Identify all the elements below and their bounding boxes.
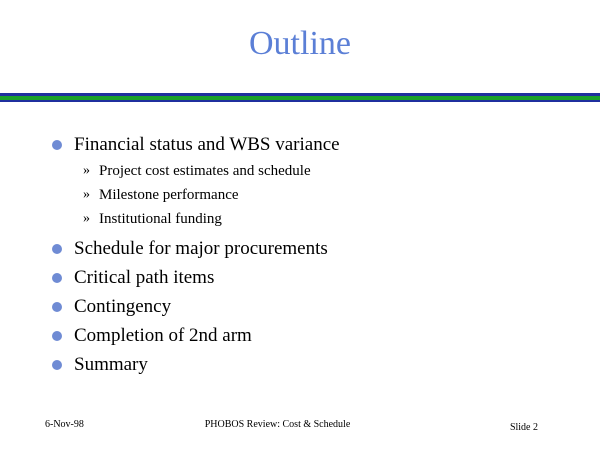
financial-subitems bbox=[50, 159, 580, 234]
subitem-label: Project cost estimates and schedule bbox=[99, 163, 311, 179]
subitem-project-cost bbox=[50, 159, 580, 183]
footer-date: 6-Nov-98 bbox=[45, 419, 84, 430]
outline-item-second-arm bbox=[50, 321, 580, 350]
outline-item-label: Contingency bbox=[74, 296, 172, 317]
outline-item-critical-path bbox=[50, 263, 580, 292]
outline-item-label: Critical path items bbox=[74, 267, 215, 288]
subitem-marker-icon: » bbox=[83, 211, 90, 226]
subitem-milestone-performance bbox=[50, 183, 580, 207]
subitem-institutional-funding bbox=[50, 207, 580, 231]
footer-presentation-title: PHOBOS Review: Cost & Schedule bbox=[204, 419, 351, 430]
outline-list bbox=[50, 130, 580, 379]
outline-item-label: Financial status and WBS variance bbox=[74, 134, 340, 155]
subitem-marker-icon: » bbox=[83, 163, 90, 178]
bullet-icon bbox=[52, 273, 62, 283]
bullet-icon bbox=[52, 360, 62, 370]
bullet-icon bbox=[52, 140, 62, 150]
bullet-icon bbox=[52, 331, 62, 341]
bullet-icon bbox=[52, 244, 62, 254]
outline-item-financial-status bbox=[50, 130, 580, 159]
outline-item-label: Completion of 2nd arm bbox=[74, 325, 252, 346]
outline-item-label: Summary bbox=[74, 354, 148, 375]
footer-slide-number: Slide 2 bbox=[509, 422, 538, 433]
subitem-label: Milestone performance bbox=[99, 187, 239, 203]
bullet-icon bbox=[52, 302, 62, 312]
subitem-marker-icon: » bbox=[83, 187, 90, 202]
outline-item-major-procurements bbox=[50, 234, 580, 263]
slide-title: Outline bbox=[249, 25, 351, 62]
outline-item-summary bbox=[50, 350, 580, 379]
outline-item-label: Schedule for major procurements bbox=[74, 238, 328, 259]
outline-item-contingency bbox=[50, 292, 580, 321]
subitem-label: Institutional funding bbox=[99, 211, 222, 227]
title-rule-bottom bbox=[0, 100, 600, 102]
